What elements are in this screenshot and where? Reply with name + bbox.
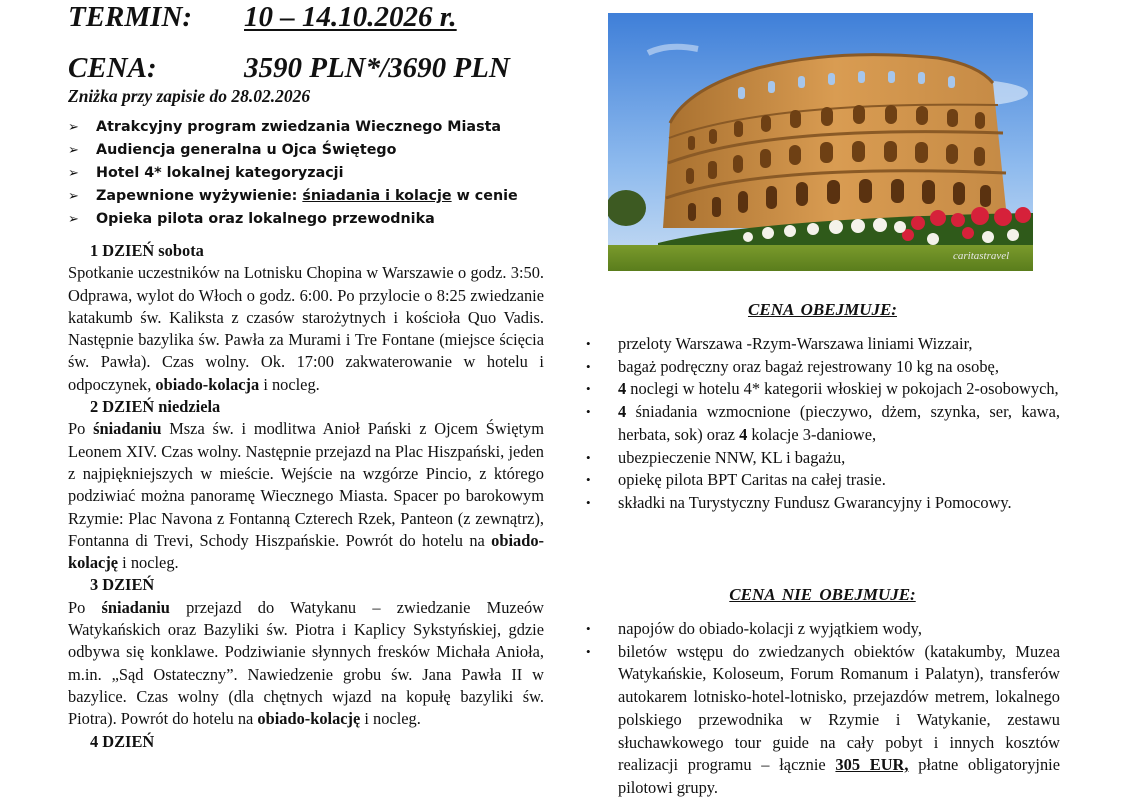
bullet-icon: • — [586, 449, 591, 465]
excluded-list — [585, 618, 1060, 800]
bullet-icon: • — [586, 494, 591, 510]
colosseum-photo — [608, 13, 1033, 271]
day4-heading: 4 DZIEŃ — [90, 731, 155, 751]
arrow-bullet-icon: ➢ — [68, 189, 79, 204]
bullet-icon: • — [586, 404, 591, 420]
day1-heading: 1 DZIEŃ sobota — [90, 241, 204, 260]
included-item: • 4 śniadania wzmocnione (pieczywo, dżem, szynka, ser, kawa, herbata, sok) oraz 4 kolacje 3-daniowe, — [586, 402, 1060, 444]
included-item: • ubezpieczenie NNW, KL i bagażu, — [585, 447, 1060, 470]
bullet-icon: • — [586, 381, 591, 397]
arrow-bullet-icon: ➢ — [68, 120, 79, 135]
day1-text: Spotkanie uczestników na Lotnisku Chopina w Warszawie o godz. 3:50. Odprawa, wylot do Włoch o godz. 6:00. Po przylocie o 8:25 zwiedzanie katakumb św. Kaliksta z czasów starożytnych i kościoła Quo Vadis. Następnie bazylika św. Pawła za Murami i Tre Fontane (miejsce ścięcia św. Pawła). Czas wolny. Ok. 17:00 zakwaterowanie w hotelu i odpoczynek, obiado-kolacja i nocleg. — [68, 263, 544, 394]
termin-value: 10 – 14.10.2026 r. — [244, 1, 457, 33]
highlight-item: ➢ Zapewnione wyżywienie: śniadania i kolacje w cenie — [68, 185, 518, 208]
included-item: • opiekę pilota BPT Caritas na całej trasie. — [585, 469, 1060, 492]
bullet-icon: • — [586, 336, 591, 351]
highlight-item: ➢ Audiencja generalna u Ojca Świętego — [68, 139, 518, 162]
included-item: • bagaż podręczny oraz bagaż rejestrowany 10 kg na osobę, — [585, 356, 1060, 379]
bullet-icon: • — [586, 621, 591, 636]
cena-label: CENA: — [68, 52, 157, 84]
bullet-icon: • — [586, 358, 591, 374]
day3-text: Po śniadaniu przejazd do Watykanu – zwiedzanie Muzeów Watykańskich oraz Bazyliki św. Piotra i Kaplicy Sykstyńskiej, gdzie odbywa się konklawe. Podziwianie słynnych fresków Michała Anioła, m.in. „Sąd Ostateczny”. Nawiedzenie grobu św. Jana Pawła II w bazylice. Czas wolny (dla chętnych wjazd na kopułę bazyliki św. Piotra). Powrót do hotelu na obiado-kolację i nocleg. — [68, 597, 544, 729]
included-title: CENA OBEJMUJE: — [748, 300, 897, 319]
highlight-item: ➢ Opieka pilota oraz lokalnego przewodnika — [68, 208, 518, 231]
highlight-item: ➢ Hotel 4* lokalnej kategoryzacji — [68, 162, 518, 185]
arrow-bullet-icon: ➢ — [68, 212, 79, 227]
arrow-bullet-icon: ➢ — [68, 166, 79, 181]
included-list — [585, 333, 1060, 515]
day2-heading: 2 DZIEŃ niedziela — [90, 397, 221, 417]
arrow-bullet-icon: ➢ — [68, 143, 79, 158]
excluded-item: • biletów wstępu do zwiedzanych obiektów (katakumby, Muzea Watykańskie, Koloseum, Forum Romanum i Palatyn), transferów autokarem lotnisko-hotel-lotnisko, przejazdów metrem, lokalnego polskiego przewodnika w Rzymie i Watykanie, zestawu słuchawkowego tour guide na cały pobyt i innych kosztów realizacji programu – łącznie 305 EUR, płatne obligatoryjnie pilotowi grupy. — [586, 641, 1061, 797]
included-item: • składki na Turystyczny Fundusz Gwarancyjny i Pomocowy. — [585, 492, 1060, 515]
bullet-icon: • — [586, 472, 591, 488]
excluded-title: CENA NIE OBEJMUJE: — [729, 585, 916, 604]
day2-text: Po śniadaniu Msza św. i modlitwa Anioł Pański z Ojcem Świętym Leonem XIV. Czas wolny. Następnie przejazd na Plac Hiszpański, jeden z najpiękniejszych w mieście. Wejście na wzgórze Pincio, z którego podziwiać można panoramę Wiecznego Miasta. Spacer po barokowym Rzymie: Plac Navona z Fontanną Czterech Rzek, Panteon (z zewnątrz), Fontanna di Trevi, Schody Hiszpańskie. Powrót do hotelu na obiado-kolację i nocleg. — [68, 419, 544, 573]
highlight-item: ➢ Atrakcyjny program zwiedzania Wiecznego Miasta — [68, 116, 518, 139]
included-item: • 4 noclegi w hotelu 4* kategorii włoskiej w pokojach 2-osobowych, — [585, 378, 1060, 401]
bullet-icon: • — [586, 643, 591, 659]
photo-watermark: caritastravel — [953, 250, 1010, 262]
discount-note: Zniżka przy zapisie do 28.02.2026 — [68, 86, 311, 106]
highlights-list — [68, 116, 518, 231]
day3-heading: 3 DZIEŃ — [90, 575, 155, 595]
cena-value: 3590 PLN*/3690 PLN — [244, 52, 510, 84]
excluded-item: • napojów do obiado-kolacji z wyjątkiem wody, — [585, 618, 1060, 641]
itinerary — [68, 240, 544, 753]
included-item: • przeloty Warszawa -Rzym-Warszawa liniami Wizzair, — [585, 333, 1060, 356]
termin-label: TERMIN: — [68, 1, 193, 33]
